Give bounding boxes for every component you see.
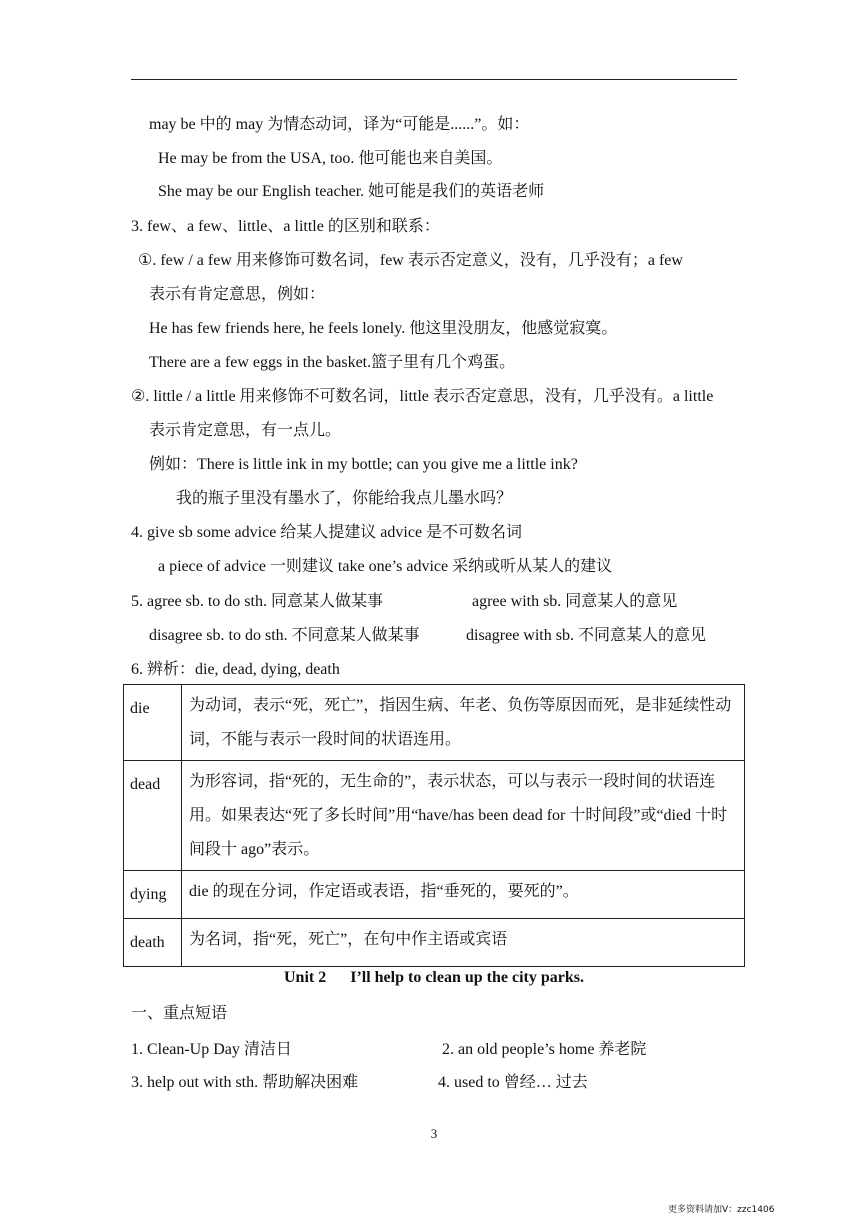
text-line: may be 中的 may 为情态动词，译为“可能是......”。如： <box>149 116 530 133</box>
text-line: 5. agree sb. to do sth. 同意某人做某事 <box>131 593 383 610</box>
text-line: 4. give sb some advice 给某人提建议 advice 是不可数名词 <box>131 524 523 541</box>
unit-heading: Unit 2 I’ll help to clean up the city parks. <box>283 969 584 986</box>
comparison-table <box>123 684 745 967</box>
text-line: ①. few / a few 用来修饰可数名词，few 表示否定意义，没有，几乎没有；a few <box>138 252 683 269</box>
table-cell-word: die <box>124 685 182 761</box>
page-number: 3 <box>430 1126 438 1141</box>
phrase-item: 3. help out with sth. 帮助解决困难 <box>131 1074 359 1091</box>
table-cell-word: dead <box>124 761 182 871</box>
text-line: 表示有肯定意思，例如： <box>149 286 326 303</box>
table-row <box>124 919 745 967</box>
text-line: 例如：There is little ink in my bottle; can you give me a little ink? <box>149 456 578 473</box>
table-cell-desc: 为形容词，指“死的，无生命的”，表示状态，可以与表示一段时间的状语连用。如果表达“死了多长时间”用“have/has been dead for 十时间段”或“died 十时间段十 ago”表示。 <box>182 761 745 871</box>
text-line: 6. 辨析：die, dead, dying, death <box>131 661 340 678</box>
text-line: disagree sb. to do sth. 不同意某人做某事 <box>149 627 420 644</box>
table-cell-word: dying <box>124 871 182 919</box>
table-cell-desc: 为动词，表示“死，死亡”，指因生病、年老、负伤等原因而死，是非延续性动词，不能与表示一段时间的状语连用。 <box>182 685 745 761</box>
header-rule <box>131 79 737 80</box>
table-row <box>124 871 745 919</box>
section-title: 一、重点短语 <box>131 1005 228 1022</box>
text-line: He may be from the USA, too. 他可能也来自美国。 <box>158 150 503 167</box>
table-row <box>124 761 745 871</box>
table-row <box>124 685 745 761</box>
text-line: agree with sb. 同意某人的意见 <box>472 593 678 610</box>
text-line: disagree with sb. 不同意某人的意见 <box>466 627 706 644</box>
text-line: ②. little / a little 用来修饰不可数名词，little 表示否定意思，没有，几乎没有。a little <box>131 388 714 405</box>
phrase-item: 1. Clean-Up Day 清洁日 <box>131 1041 292 1058</box>
text-line: There are a few eggs in the basket.篮子里有几个鸡蛋。 <box>149 354 516 371</box>
table-cell-desc: die 的现在分词，作定语或表语，指“垂死的，要死的”。 <box>182 871 745 919</box>
text-line: a piece of advice 一则建议 take one’s advice 采纳或听从某人的建议 <box>158 558 613 575</box>
text-line: 我的瓶子里没有墨水了，你能给我点儿墨水吗？ <box>176 490 513 507</box>
text-line: 表示肯定意思，有一点儿。 <box>149 422 342 439</box>
phrase-item: 2. an old people’s home 养老院 <box>442 1041 647 1058</box>
table-cell-desc: 为名词，指“死，死亡”，在句中作主语或宾语 <box>182 919 745 967</box>
text-line: She may be our English teacher. 她可能是我们的英语老师 <box>158 183 545 200</box>
footer-note: 更多资料请加V：zzc1406 <box>668 1205 775 1215</box>
table-cell-word: death <box>124 919 182 967</box>
text-line: 3. few、a few、little、a little 的区别和联系： <box>131 218 440 235</box>
text-line: He has few friends here, he feels lonely. 他这里没朋友，他感觉寂寞。 <box>149 320 618 337</box>
phrase-item: 4. used to 曾经… 过去 <box>438 1074 588 1091</box>
